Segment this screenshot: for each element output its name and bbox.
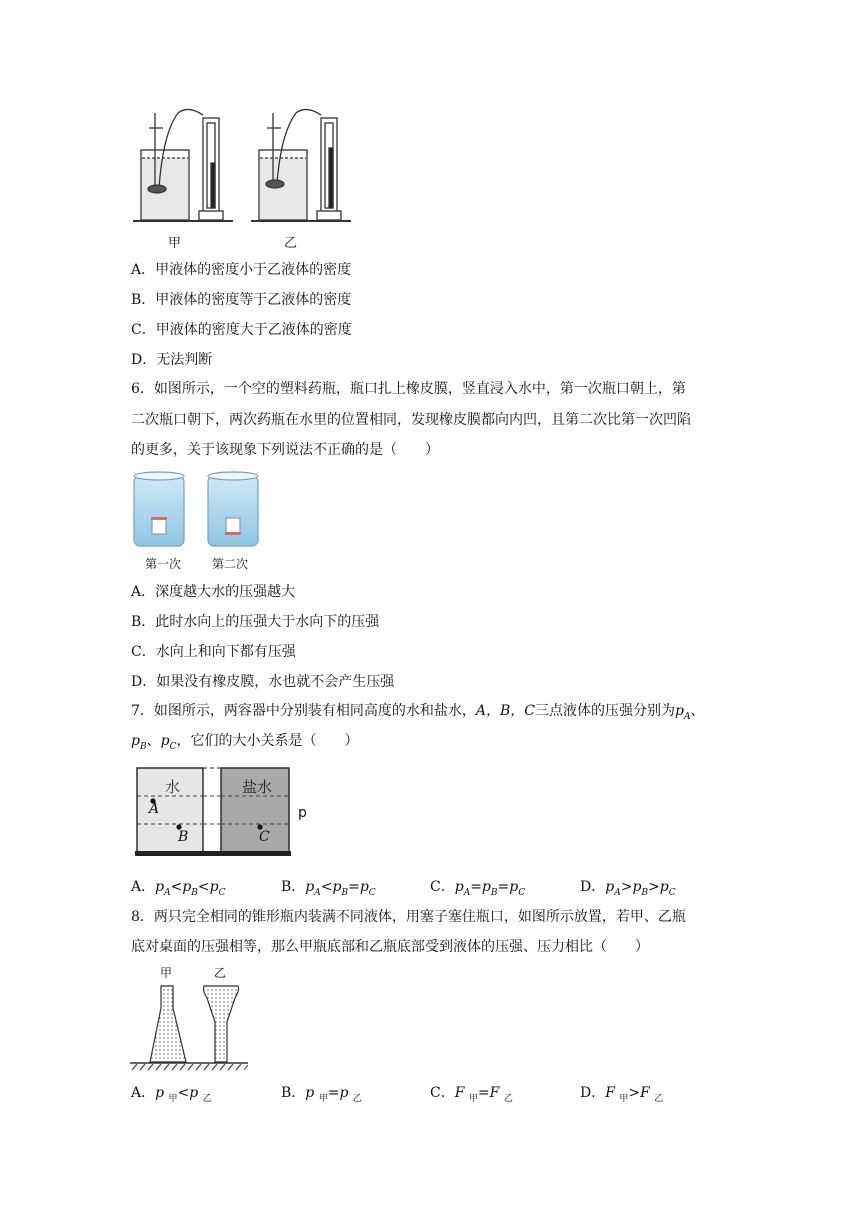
figure-label-point-a: A [149,801,160,817]
q5-option-b: B．甲液体的密度等于乙液体的密度 [131,292,352,308]
q6-option-a: A．深度越大水的压强越大 [131,584,296,600]
figure-q6-bottles [130,468,270,558]
beaker-second [208,472,258,546]
q6-option-d: D．如果没有橡皮膜，水也就不会产生压强 [131,674,395,690]
q8-option-c: C．F $_甲$=F $_乙$ [430,1085,513,1104]
beaker-first [134,472,184,546]
figure-label-water: 水 [165,778,181,796]
figure-label-brine: 盐水 [242,778,273,796]
figure-q5-pressure-gauge [133,103,353,228]
q8-option-b: B．p $_甲$=p $_乙$ [281,1085,362,1104]
q7-option-a: A．$p_A<p_B<p_C$ [131,879,226,898]
q5-option-c: C．甲液体的密度大于乙液体的密度 [131,322,352,338]
figure-side-label: p [298,805,307,821]
q7-stem-line-1: 7．如图所示，两容器中分别装有相同高度的水和盐水，A，B，C三点液体的压强分别为$p_A$、 [131,703,705,722]
q6-stem-line-2: 二次瓶口朝下，两次药瓶在水里的位置相同，发现橡皮膜都向内凹，且第二次比第一次凹陷 [131,412,691,428]
q8-stem-line-1: 8．两只完全相同的锥形瓶内装满不同液体，用塞子塞住瓶口，如图所示放置，若甲、乙瓶 [131,909,686,925]
q7-stem-line-2: $p_B$、$p_C$，它们的大小关系是（ ） [131,733,359,752]
q5-option-a: A．甲液体的密度小于乙液体的密度 [131,262,352,278]
flask-jia [150,986,186,1062]
q6-stem-line-1: 6．如图所示，一个空的塑料药瓶，瓶口扎上橡皮膜，竖直浸入水中，第一次瓶口朝上，第 [131,381,686,397]
figure-label-second: 第二次 [212,557,249,571]
figure-label-point-b: B [178,829,189,845]
q8-option-a: A．p $_甲$<p $_乙$ [131,1085,212,1104]
q7-option-d: D．$p_A>p_B>p_C$ [580,879,676,898]
figure-label-yi: 乙 [284,236,298,251]
flask-yi [203,986,238,1062]
q6-option-c: C．水向上和向下都有压强 [131,644,296,660]
q7-option-b: B．$p_A<p_B=p_C$ [281,879,376,898]
q8-stem-line-2: 底对桌面的压强相等，那么甲瓶底部和乙瓶底部受到液体的压强、压力相比（ ） [131,939,649,955]
q6-option-b: B．此时水向上的压强大于水向下的压强 [131,614,380,630]
figure-q8-flasks [130,980,250,1075]
apparatus-yi [251,109,351,221]
q5-option-d: D．无法判断 [131,352,213,368]
q6-stem-line-3: 的更多，关于该现象下列说法不正确的是（ ） [131,442,439,458]
figure-label-jia-flask: 甲 [160,966,173,980]
q8-option-d: D．F $_甲$>F $_乙$ [580,1085,664,1104]
q7-option-c: C．$p_A=p_B=p_C$ [430,879,526,898]
figure-label-point-c: C [259,829,270,845]
figure-label-first: 第一次 [145,557,182,571]
figure-label-jia: 甲 [168,236,182,251]
figure-label-yi-flask: 乙 [214,966,227,980]
apparatus-jia [133,109,233,221]
